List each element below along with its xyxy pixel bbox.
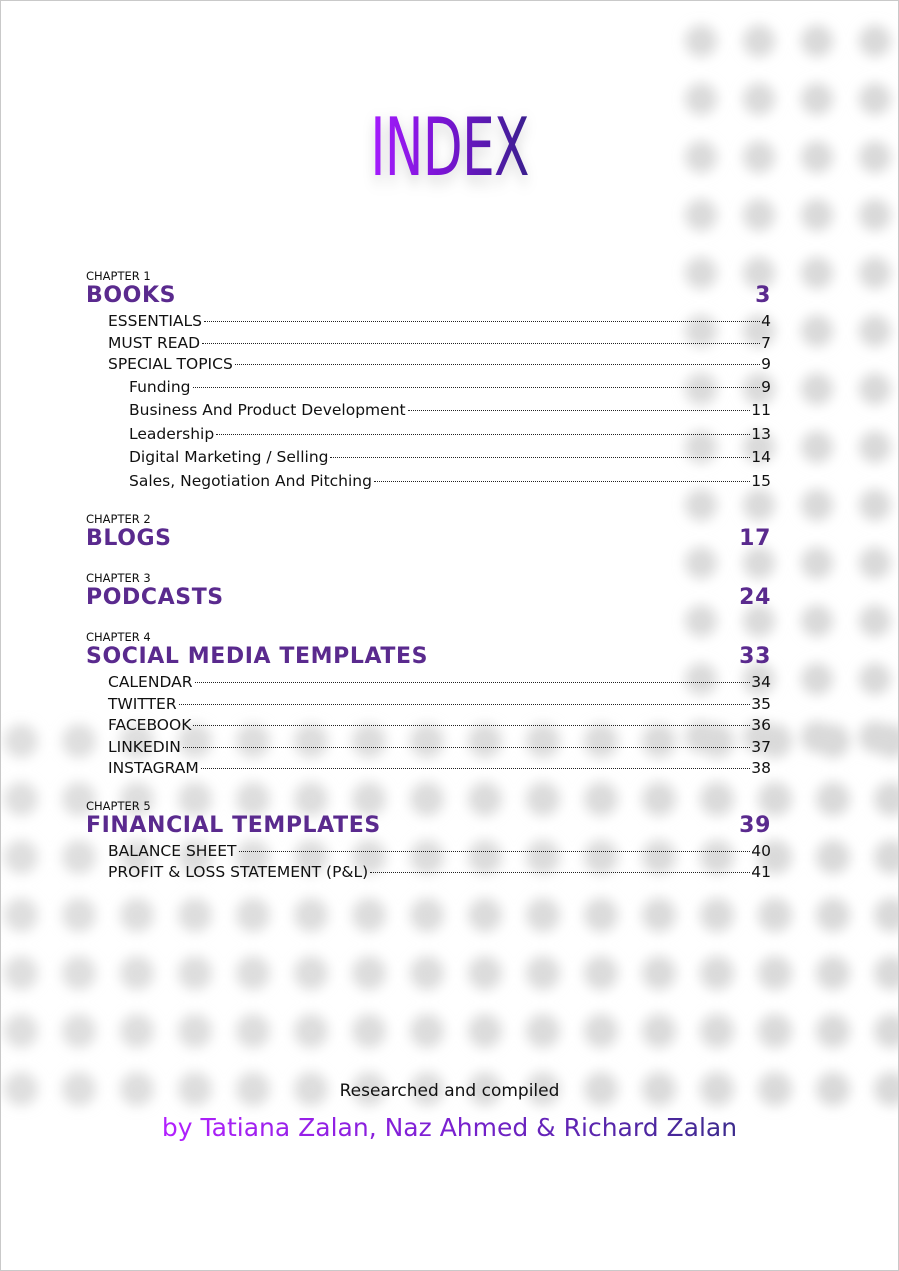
toc-entry-page: 41 xyxy=(751,863,771,881)
toc-entry[interactable] xyxy=(86,311,771,333)
toc-entry[interactable] xyxy=(86,715,771,737)
toc-entry-title: Funding xyxy=(129,377,191,396)
toc-entry-page: 4 xyxy=(761,312,771,330)
toc-entry[interactable] xyxy=(86,354,771,376)
toc-entry-title: Sales, Negotiation And Pitching xyxy=(129,471,372,490)
dot-leader xyxy=(204,321,760,322)
toc-entry-page: 35 xyxy=(751,694,771,713)
chapter-page-number: 39 xyxy=(739,812,771,838)
toc-entry-title: PROFIT & LOSS STATEMENT (P&L) xyxy=(108,863,369,881)
dot-leader xyxy=(370,872,750,873)
toc-entry-page: 14 xyxy=(751,448,771,466)
toc-entry-title: LINKEDIN xyxy=(108,737,181,756)
chapter-section xyxy=(86,630,771,780)
toc-entry[interactable] xyxy=(86,672,771,694)
chapter-title: BOOKS xyxy=(86,283,177,308)
toc-entry-page: 13 xyxy=(751,424,771,443)
toc-entry-page: 7 xyxy=(761,333,771,352)
toc-entry-page: 9 xyxy=(761,377,771,396)
chapter-page-number: 24 xyxy=(739,585,771,610)
toc-entry[interactable] xyxy=(86,446,771,470)
dot-leader xyxy=(235,364,760,365)
toc-entry[interactable] xyxy=(86,841,771,863)
chapter-heading[interactable] xyxy=(86,813,771,839)
chapter-title: FINANCIAL TEMPLATES xyxy=(86,812,381,838)
toc-entry-page: 15 xyxy=(751,471,771,490)
dot-leader xyxy=(193,725,750,726)
page-title: INDEX xyxy=(370,101,529,194)
dot-leader xyxy=(374,481,750,482)
toc-entry-title: TWITTER xyxy=(108,694,177,713)
entry-list xyxy=(86,672,771,780)
toc-entry-page: 40 xyxy=(751,841,771,860)
toc-entry-page: 36 xyxy=(751,716,771,734)
toc-entry[interactable] xyxy=(86,862,771,884)
chapter-section xyxy=(86,799,771,884)
toc-entry[interactable] xyxy=(86,758,771,780)
dot-leader xyxy=(239,851,751,852)
chapter-heading[interactable] xyxy=(86,585,771,611)
chapter-title: PODCASTS xyxy=(86,585,224,610)
dot-leader xyxy=(183,747,750,748)
chapter-heading[interactable] xyxy=(86,283,771,309)
chapter-section xyxy=(86,269,771,493)
toc-entry[interactable] xyxy=(86,399,771,423)
toc-entry-title: CALENDAR xyxy=(108,673,193,691)
toc-entry-title: SPECIAL TOPICS xyxy=(108,355,233,373)
chapter-label: CHAPTER 4 xyxy=(86,630,151,644)
dot-leader xyxy=(201,768,751,769)
entry-list xyxy=(86,841,771,884)
dot-leader xyxy=(330,457,750,458)
toc-entry[interactable] xyxy=(86,423,771,447)
chapter-page-number: 33 xyxy=(739,644,771,669)
toc-entry-title: Digital Marketing / Selling xyxy=(129,448,329,466)
toc-entry-title: ESSENTIALS xyxy=(108,312,202,330)
toc-entry[interactable] xyxy=(86,470,771,494)
toc-entry-title: BALANCE SHEET xyxy=(108,841,237,860)
entry-list xyxy=(86,311,771,493)
toc-entry-page: 34 xyxy=(751,673,771,691)
chapter-heading[interactable] xyxy=(86,526,771,552)
toc-entry[interactable] xyxy=(86,376,771,400)
chapter-title: SOCIAL MEDIA TEMPLATES xyxy=(86,644,429,669)
toc-entry[interactable] xyxy=(86,737,771,759)
dot-leader xyxy=(202,343,760,344)
dot-leader xyxy=(193,387,761,388)
table-of-contents xyxy=(86,269,771,890)
toc-entry-title: FACEBOOK xyxy=(108,716,192,734)
toc-entry-page: 38 xyxy=(751,759,771,777)
dot-leader xyxy=(216,434,750,435)
toc-entry-title: Leadership xyxy=(129,424,215,443)
toc-entry-title: Business And Product Development xyxy=(129,401,406,419)
toc-entry[interactable] xyxy=(86,694,771,716)
chapter-page-number: 17 xyxy=(739,526,771,551)
chapter-section xyxy=(86,512,771,552)
dot-leader xyxy=(179,704,751,705)
chapter-title: BLOGS xyxy=(86,526,172,551)
chapter-label: CHAPTER 5 xyxy=(86,798,151,813)
dot-leader xyxy=(195,682,751,683)
toc-entry-page: 37 xyxy=(751,737,771,756)
chapter-label: CHAPTER 3 xyxy=(86,571,151,585)
chapter-page-number: 3 xyxy=(755,283,771,308)
chapter-label: CHAPTER 1 xyxy=(86,269,151,283)
credits-authors: by Tatiana Zalan, Naz Ahmed & Richard Zalan xyxy=(161,1113,738,1142)
chapter-label: CHAPTER 2 xyxy=(86,512,151,526)
chapter-heading[interactable] xyxy=(86,644,771,670)
dot-leader xyxy=(408,410,751,411)
toc-entry-title: INSTAGRAM xyxy=(108,759,199,777)
toc-entry[interactable] xyxy=(86,333,771,355)
chapter-section xyxy=(86,571,771,611)
toc-entry-page: 9 xyxy=(761,355,771,373)
toc-entry-page: 11 xyxy=(751,401,771,419)
toc-entry-title: MUST READ xyxy=(108,333,201,352)
credits-caption: Researched and compiled xyxy=(339,1081,560,1101)
